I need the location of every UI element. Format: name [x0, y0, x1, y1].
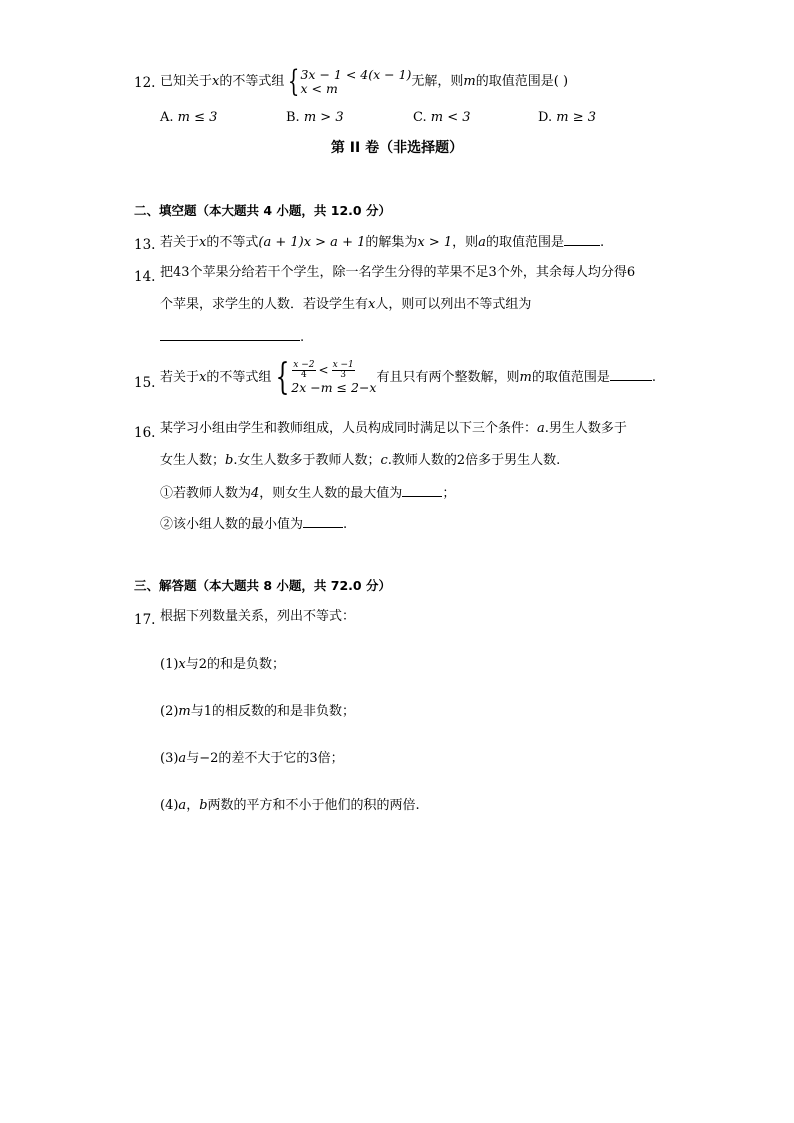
- question-17-stem: 根据下列数量关系，列出不等式：: [160, 609, 356, 624]
- q15-inequality-system: { $\frac{x -2}{4}$ < $\frac{x -1}{3}$ 2x −m ≤ 2−x: [275, 356, 377, 398]
- section-3-heading: 三、解答题（本大题共 8 小题，共 72.0 分）: [134, 578, 391, 593]
- q17-item-4: (4)a，b两数的平方和不小于他们的积的两倍.: [160, 798, 420, 813]
- q12-system-row1: 3x − 1 < 4(x − 1): [300, 66, 412, 82]
- question-16-line-2: 女生人数；b.女生人数多于教师人数；c.教师人数的2倍多于男生人数.: [160, 453, 561, 468]
- question-12-number: 12.: [134, 75, 156, 91]
- question-13-number: 13.: [134, 237, 156, 253]
- question-16-line-1: 某学习小组由学生和教师组成，人员构成同时满足以下三个条件：a.男生人数多于: [160, 421, 627, 436]
- q12-option-d[interactable]: D. m ≥ 3: [538, 110, 596, 125]
- q12-inequality-system: [284, 63, 412, 99]
- part-2-title: 第 II 卷（非选择题）: [330, 140, 464, 156]
- question-16-sub-1: ①若教师人数为4，则女生人数的最大值为 ；: [160, 486, 456, 501]
- q13-inequality: (a + 1)x > a + 1: [258, 235, 366, 250]
- q12-suffix1: 无解，则: [411, 74, 464, 89]
- q14-answer-blank[interactable]: [160, 328, 300, 341]
- q17-item-1: (1)x与2的和是负数；: [160, 657, 286, 672]
- q15-answer-blank[interactable]: [610, 368, 652, 381]
- q12-prefix: 已知关于: [160, 74, 213, 89]
- question-14-line-2: 个苹果，求学生的人数．若设学生有x人，则可以列出不等式组为: [160, 297, 532, 312]
- question-14-line-1: 把43个苹果分给若干个学生，除一名学生分得的苹果不足3个外，其余每人均分得6: [160, 265, 636, 280]
- q12-middle: 的不等式组: [219, 74, 285, 89]
- q12-var-x: x: [212, 74, 220, 89]
- question-16-sub-2: ②该小组人数的最小值为 .: [160, 517, 348, 532]
- q16-sub2-answer-blank[interactable]: [303, 515, 343, 528]
- left-brace-icon: {: [288, 63, 300, 99]
- q17-item-2: (2)m与1的相反数的和是非负数；: [160, 704, 356, 719]
- question-13-stem: 若关于x的不等式(a + 1)x > a + 1的解集为x > 1，则a的取值范围是 .: [160, 235, 605, 250]
- q12-system-row2: x < m: [300, 80, 338, 96]
- q12-suffix2: 的取值范围是( ): [475, 74, 569, 89]
- question-15-stem: 若关于x的不等式组 { $\frac{x -2}{4}$ < $\frac{x -1}{3}$ 2x −m ≤ 2−x 有且只有两个整数解，则m的取值范围是 .: [160, 356, 656, 398]
- q17-item-3: (3)a与−2的差不大于它的3倍；: [160, 751, 344, 766]
- question-16-number: 16.: [134, 425, 156, 441]
- left-brace-icon: {: [275, 356, 290, 398]
- q16-sub1-answer-blank[interactable]: [402, 484, 442, 497]
- question-17-number: 17.: [134, 612, 156, 628]
- q12-option-a[interactable]: A. m ≤ 3: [160, 110, 218, 125]
- question-12-stem: [160, 64, 568, 100]
- q12-option-b[interactable]: B. m > 3: [286, 110, 344, 125]
- question-15-number: 15.: [134, 375, 156, 391]
- q12-option-c[interactable]: C. m < 3: [413, 110, 471, 125]
- q12-var-m: m: [463, 74, 476, 89]
- question-14-answer-line: .: [160, 328, 304, 347]
- section-2-heading: 二、填空题（本大题共 4 小题，共 12.0 分）: [134, 203, 391, 218]
- question-14-number: 14.: [134, 269, 156, 285]
- q13-answer-blank[interactable]: [564, 233, 600, 246]
